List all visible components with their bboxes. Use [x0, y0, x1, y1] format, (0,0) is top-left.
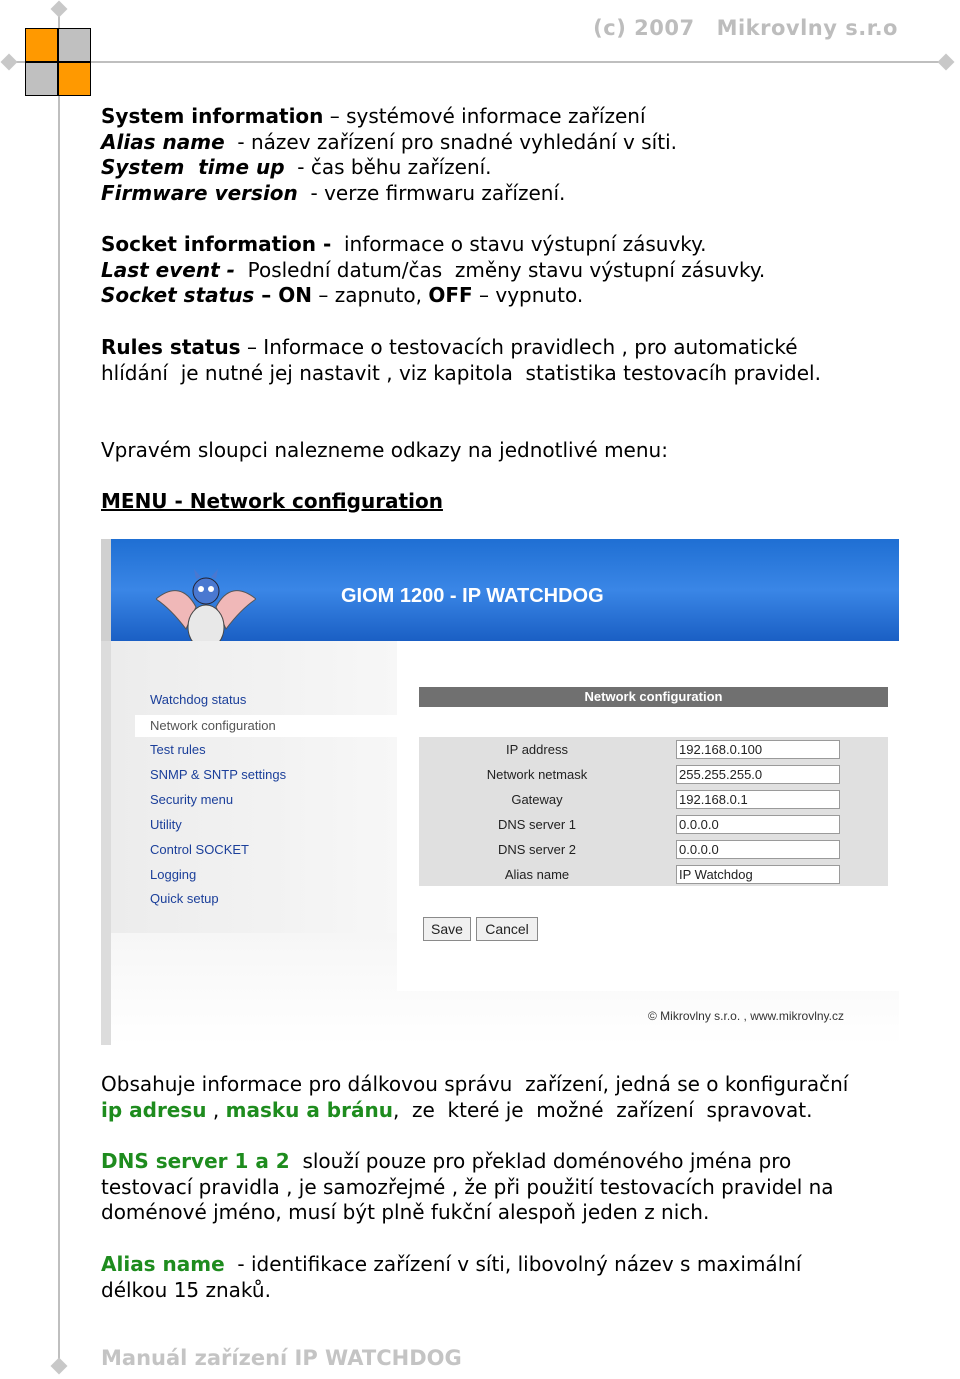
network-config-header: Network configuration	[419, 687, 888, 707]
socket-info-title: Socket information -	[101, 232, 332, 256]
menu-utility[interactable]: Utility	[150, 817, 182, 832]
firmware-label: Firmware version	[101, 180, 298, 205]
alias-name-field-label: Alias name	[504, 867, 570, 882]
para2-dns: DNS server 1 a 2	[101, 1149, 290, 1173]
rules-status-line2: hlídání je nutné jej nastavit , viz kapitola statistika testovacíh pravidel.	[101, 360, 821, 385]
menu-logging[interactable]: Logging	[150, 867, 197, 882]
socket-info-block	[101, 232, 765, 309]
menu-test-rules[interactable]: Test rules	[150, 742, 206, 757]
socket-status-label: Socket status	[101, 283, 255, 308]
alias-name-input[interactable]: IP Watchdog	[676, 865, 840, 884]
menu-watchdog-status[interactable]: Watchdog status	[150, 692, 247, 707]
last-event-desc: Poslední datum/čas změny stavu výstupní zásuvky.	[234, 257, 766, 282]
diamond-bottom	[51, 1358, 68, 1375]
para1-mask: masku a bránu	[225, 1097, 393, 1122]
socket-status-dash: –	[254, 283, 279, 308]
socket-on-desc: – zapnuto,	[312, 283, 429, 308]
menu-network-configuration[interactable]: Network configuration	[135, 715, 400, 737]
dns2-label: DNS server 2	[497, 842, 577, 857]
menu-control-socket[interactable]: Control SOCKET	[150, 842, 249, 857]
uptime-label: System time up	[101, 155, 285, 180]
system-info-block	[101, 104, 677, 206]
para1-line1: Obsahuje informace pro dálkovou správu zařízení, jedná se o konfigurační	[101, 1072, 849, 1096]
dns1-label: DNS server 1	[497, 817, 577, 832]
para2-line2: testovací pravidla , je samozřejmé , že při použití testovacích pravidel na	[101, 1174, 834, 1199]
socket-off: OFF	[428, 283, 473, 308]
frame-horizontal-line	[10, 61, 950, 63]
para1-sep: ,	[206, 1097, 226, 1122]
alias-name-label: Alias name	[101, 129, 225, 154]
menu-intro: Vpravém sloupci nalezneme odkazy na jednotlivé menu:	[101, 438, 668, 462]
squares-logo	[25, 28, 91, 96]
network-config-form	[419, 737, 888, 886]
paragraph-alias	[101, 1252, 801, 1303]
screenshot-copyright: © Mikrovlny s.r.o. , www.mikrovlny.cz	[648, 1009, 844, 1023]
firmware-desc: - verze firmwaru zařízení.	[297, 180, 566, 205]
dns1-input[interactable]: 0.0.0.0	[676, 815, 840, 834]
gateway-label: Gateway	[511, 792, 563, 807]
para3-line2: délkou 15 znaků.	[101, 1277, 271, 1302]
gateway-input[interactable]: 192.168.0.1	[676, 790, 840, 809]
save-button[interactable]: Save	[423, 917, 471, 941]
menu-security[interactable]: Security menu	[150, 792, 234, 807]
last-event-label: Last event -	[101, 257, 235, 282]
socket-on: ON	[278, 283, 313, 308]
netmask-label: Network netmask	[486, 767, 588, 782]
screenshot-banner	[101, 539, 899, 641]
para1-ip: ip adresu	[101, 1097, 207, 1122]
para3-line1: - identifikace zařízení v síti, libovolný název s maximální	[224, 1252, 802, 1276]
ip-address-input[interactable]: 192.168.0.100	[676, 740, 840, 759]
page-footer: Manuál zařízení IP WATCHDOG	[101, 1346, 462, 1370]
uptime-desc: - čas běhu zařízení.	[284, 155, 492, 180]
header-copyright: (c) 2007	[593, 16, 695, 40]
menu-snmp-sntp-settings[interactable]: SNMP & SNTP settings	[150, 767, 287, 782]
dns2-input[interactable]: 0.0.0.0	[676, 840, 840, 859]
paragraph-dns	[101, 1149, 834, 1226]
paragraph-remote-management	[101, 1072, 848, 1123]
page-header	[593, 16, 898, 40]
para3-alias: Alias name	[101, 1252, 225, 1276]
socket-off-desc: – vypnuto.	[472, 283, 584, 308]
diamond-right	[938, 54, 955, 71]
frame-vertical-line	[58, 10, 60, 1370]
rules-status-line1: – Informace o testovacích pravidlech , pro automatické	[240, 335, 798, 359]
system-info-title: System information	[101, 104, 324, 128]
screenshot-side-menu	[111, 641, 397, 933]
diamond-left	[1, 54, 18, 71]
network-config-screenshot	[101, 539, 899, 1045]
header-company: Mikrovlny s.r.o	[716, 16, 898, 40]
menu-heading: MENU - Network configuration	[101, 489, 443, 513]
para2-line3: doménové jméno, musí být plně fukční alespoň jeden z nich.	[101, 1200, 710, 1225]
rules-status-block	[101, 335, 821, 386]
para1-rest: , ze které je možné zařízení spravovat.	[392, 1097, 813, 1122]
netmask-input[interactable]: 255.255.255.0	[676, 765, 840, 784]
screenshot-title: GIOM 1200 - IP WATCHDOG	[341, 585, 604, 607]
ip-address-label: IP address	[506, 742, 568, 757]
rules-status-title: Rules status	[101, 335, 241, 359]
alias-name-desc: - název zařízení pro snadné vyhledání v síti.	[224, 129, 677, 154]
socket-info-desc: informace o stavu výstupní zásuvky.	[331, 232, 707, 256]
cancel-button[interactable]: Cancel	[476, 917, 538, 941]
system-info-desc: – systémové informace zařízení	[323, 104, 646, 128]
menu-quick-setup[interactable]: Quick setup	[150, 891, 219, 906]
para2-line1: slouží pouze pro překlad doménového jména pro	[289, 1149, 792, 1173]
diamond-top	[51, 1, 68, 18]
